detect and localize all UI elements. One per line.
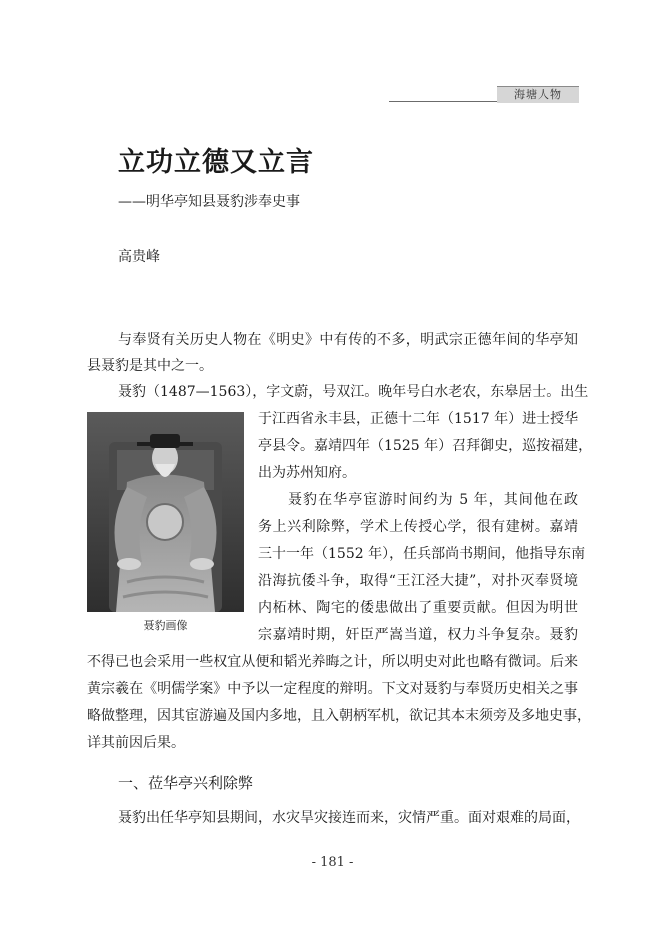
body-line: 聂豹在华亭宦游时间约为 5 年，其间他在政 xyxy=(288,492,578,508)
body-line: 出为苏州知府。 xyxy=(258,465,356,481)
portrait-caption: 聂豹画像 xyxy=(143,619,188,632)
body-line: 于江西省永丰县，正德十二年（1517 年）进士授华 xyxy=(258,411,579,427)
body-line: 与奉贤有关历史人物在《明史》中有传的不多，明武宗正德年间的华亭知 xyxy=(118,332,578,348)
body-line: 县聂豹是其中之一。 xyxy=(87,358,213,374)
body-line: 黄宗羲在《明儒学案》中予以一定程度的辩明。下文对聂豹与奉贤历史相关之事 xyxy=(87,681,578,697)
body-line: 聂豹（1487—1563），字文蔚，号双江。晚年号白水老农，东皋居士。出生 xyxy=(118,384,589,400)
body-line: 详其前因后果。 xyxy=(87,735,185,751)
body-line: 务上兴利除弊，学术上传授心学，很有建树。嘉靖 xyxy=(258,519,578,535)
section-heading: 一、莅华亭兴利除弊 xyxy=(118,774,254,792)
article-subtitle: ——明华亭知县聂豹涉奉史事 xyxy=(118,194,300,210)
body-line: 聂豹出任华亭知县期间，水灾旱灾接连而来，灾情严重。面对艰难的局面， xyxy=(118,810,580,826)
portrait-illustration xyxy=(87,412,244,612)
portrait-image xyxy=(87,412,244,612)
section-tab: 海塘人物 xyxy=(497,86,579,103)
body-line: 三十一年（1552 年），任兵部尚书期间，他指导东南 xyxy=(258,546,586,562)
body-line: 沿海抗倭斗争，取得“王江泾大捷”，对扑灭奉贤境 xyxy=(258,573,578,589)
body-line: 不得已也会采用一些权宜从便和韬光养晦之计，所以明史对此也略有微词。后来 xyxy=(87,654,578,670)
page-number: - 181 - xyxy=(311,855,354,870)
body-line: 宗嘉靖时期，奸臣严嵩当道，权力斗争复杂。聂豹 xyxy=(258,627,578,643)
body-line: 内柘林、陶宅的倭患做出了重要贡献。但因为明世 xyxy=(258,600,578,616)
article-author: 高贵峰 xyxy=(118,249,160,265)
body-line: 亭县令。嘉靖四年（1525 年）召拜御史，巡按福建， xyxy=(258,438,593,454)
body-line: 略做整理，因其宦游遍及国内多地，且入朝柄军机，欲记其本末须旁及多地史事， xyxy=(87,708,591,724)
article-title: 立功立德又立言 xyxy=(118,147,314,178)
